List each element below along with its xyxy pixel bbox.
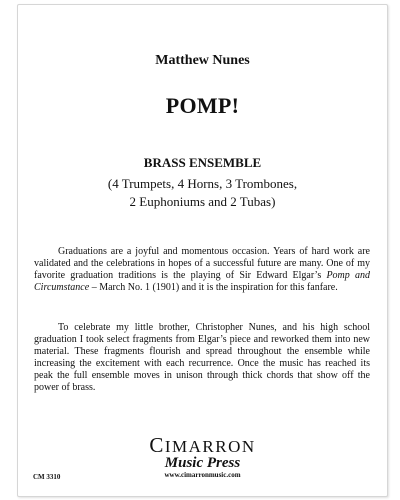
- paragraph-1-text-start: Graduations are a joyful and momentous occasion. Years of hard work are validated and the celebrations in hopes of a successful future are many. One of my favorite graduation traditions is the playing of Sir Edward Elgar’s: [34, 246, 370, 282]
- instrumentation-line-1: (4 Trumpets, 4 Horns, 3 Trombones,: [107, 176, 298, 191]
- composer-name: Matthew Nunes: [155, 53, 250, 68]
- program-note-paragraph-1: [34, 246, 370, 294]
- instrumentation-line-2: 2 Euphoniums and 2 Tubas): [129, 194, 276, 209]
- ensemble-heading: BRASS ENSEMBLE: [143, 155, 262, 170]
- referenced-work-title: Pomp and Circumstance: [34, 270, 370, 294]
- score-cover-page: [17, 4, 388, 497]
- program-note-paragraph-2: To celebrate my little brother, Christopher Nunes, and his high school graduation I took select fragments from Elgar’s piece and reworked them into new material. These fragments flourish and spread throughout the ensemble while increasing the excitement with each recurrence. Once the music has reached its peak the full ensemble moves in unison through thick chords that show off the power of brass.: [34, 322, 370, 394]
- publisher-url: www.cimarronmusic.com: [164, 471, 241, 479]
- publisher-name-rest: IMARRON: [164, 437, 256, 456]
- paragraph-1-text-end: – March No. 1 (1901) and it is the inspiration for this fanfare.: [89, 282, 338, 294]
- catalog-number: CM 3310: [33, 473, 61, 481]
- publisher-name-initial: C: [149, 433, 165, 457]
- publisher-logo: [18, 433, 387, 479]
- publisher-tagline: Music Press: [164, 455, 241, 471]
- piece-title: POMP!: [165, 93, 240, 118]
